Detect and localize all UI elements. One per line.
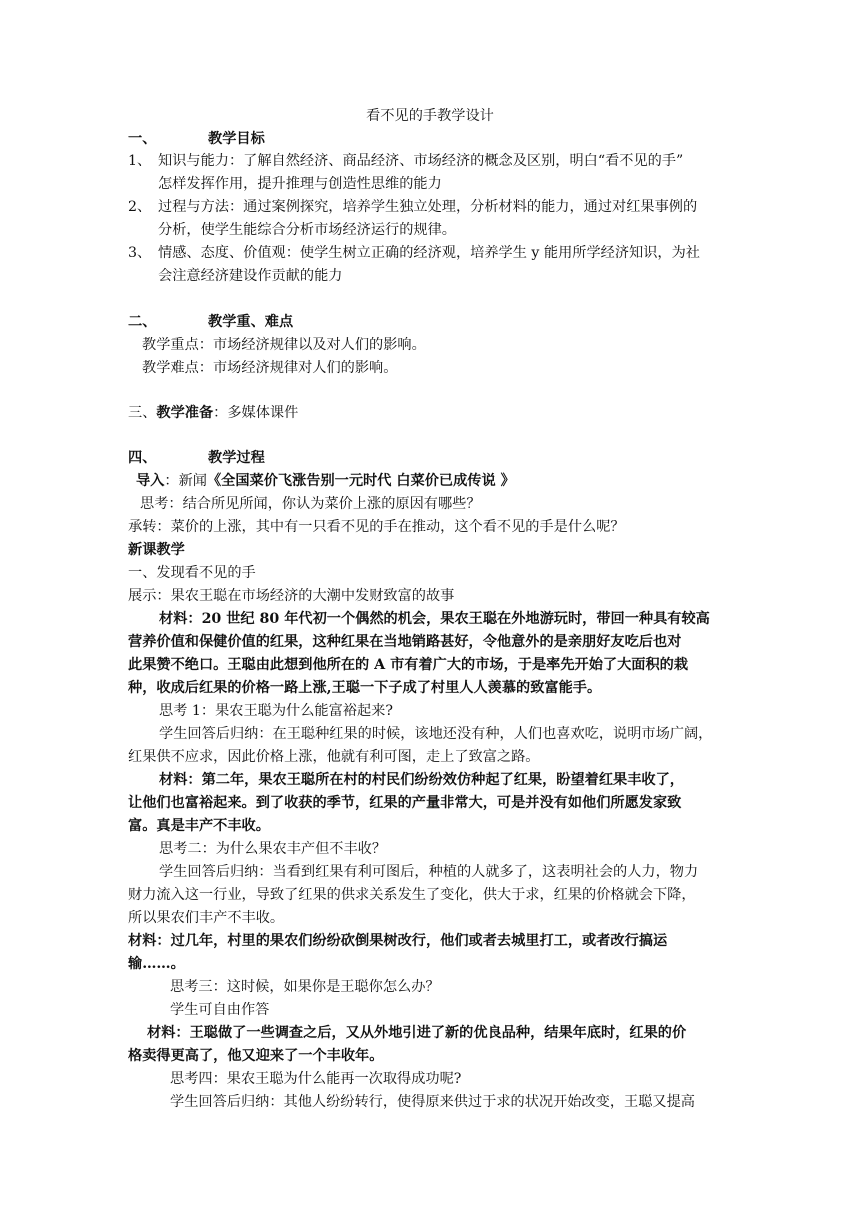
- subsection-1-heading: 一、发现看不见的手: [128, 565, 256, 581]
- section-1-title: 教学目标: [208, 131, 265, 147]
- section-2-heading: [128, 312, 293, 332]
- section-4-heading: [128, 448, 265, 468]
- material-1-line-2: 营养价值和保健价值的红果，这种红果在当地销路甚好，令他意外的是亲朋好友吃后也对: [128, 634, 682, 650]
- objective-2-line-1: [128, 197, 697, 217]
- transition-text: 承转：菜价的上涨，其中有一只看不见的手在推动，这个看不见的手是什么呢？: [128, 519, 625, 535]
- question-1: 思考 1：果农王聪为什么能富裕起来?: [159, 703, 393, 719]
- section-3-title: 教学准备: [156, 405, 214, 421]
- objective-3-number: 3、: [128, 245, 152, 261]
- material-3-line-2: 输……。: [128, 956, 185, 972]
- answer-2-line-1: 学生回答后归纳：当看到红果有利可图后，种植的人就多了，这表明社会的人力，物力: [159, 864, 699, 880]
- question-3: 思考三：这时候，如果你是王聪你怎么办？: [170, 979, 440, 995]
- intro-line: [136, 471, 515, 491]
- objective-1-line-2: 怎样发挥作用，提升推理与创造性思维的能力: [158, 176, 442, 192]
- answer-4-line-1: 学生回答后归纳：其他人纷纷转行，使得原来供过于求的状况开始改变，王聪又提高: [170, 1094, 695, 1110]
- section-3-content: ：多媒体课件: [213, 405, 299, 421]
- section-1-heading: [128, 129, 265, 149]
- section-4-title: 教学过程: [208, 450, 265, 466]
- objective-3-line-1: [128, 243, 700, 263]
- material-1-line-1: 材料：20 世纪 80 年代初一个偶然的机会，果农王聪在外地游玩时，带回一种具有较高: [159, 611, 710, 627]
- section-3-heading: [128, 403, 298, 423]
- objective-1-text-1: 知识与能力：了解自然经济、商品经济、市场经济的概念及区别，明白“看不见的手”: [158, 153, 684, 169]
- objective-2-line-2: 分析，使学生能综合分析市场经济运行的规律。: [158, 222, 456, 238]
- section-3-number: 三、: [128, 405, 157, 421]
- material-1-line-3: 此果赞不绝口。王聪由此想到他所在的 A 市有着广大的市场，于是率先开始了大面积的栽: [128, 657, 689, 673]
- material-2-line-2: 让他们也富裕起来。到了收获的季节，红果的产量非常大，可是并没有如他们所愿发家致: [128, 795, 682, 811]
- teaching-key-point: 教学重点：市场经济规律以及对人们的影响。: [142, 337, 426, 353]
- section-2-number: 二、: [128, 314, 157, 330]
- material-3-line-1: 材料：过几年，村里的果农们纷纷砍倒果树改行，他们或者去城里打工，或者改行搞运: [128, 933, 668, 949]
- objective-3-line-2: 会注意经济建设作贡献的能力: [158, 268, 343, 284]
- intro-news-title: 《全国菜价飞涨告别一元时代 白菜价已成传说 》: [206, 473, 515, 489]
- material-1-line-4: 种，收成后红果的价格一路上涨,王聪一下子成了村里人人羡慕的致富能手。: [128, 680, 602, 696]
- answer-1-line-2: 红果供不应求，因此价格上涨，他就有利可图，走上了致富之路。: [128, 749, 540, 765]
- objective-1-number: 1、: [128, 153, 152, 169]
- answer-1-line-1: 学生回答后归纳：在王聪种红果的时候，该地还没有种，人们也喜欢吃，说明市场广阔，: [159, 726, 713, 742]
- material-2-line-1: 材料：第二年，果农王聪所在村的村民们纷纷效仿种起了红果，盼望着红果丰收了，: [159, 772, 684, 788]
- objective-2-text-1: 过程与方法：通过案例探究，培养学生独立处理，分析材料的能力，通过对红果事例的: [158, 199, 698, 215]
- objective-3-text-1: 情感、态度、价值观：使学生树立正确的经济观，培养学生 y 能用所学经济知识，为社: [158, 245, 700, 261]
- answer-2-line-2: 财力流入这一行业，导致了红果的供求关系发生了变化，供大于求，红果的价格就会下降，: [128, 887, 696, 903]
- new-lesson-heading: 新课教学: [128, 542, 185, 558]
- objective-1-line-1: [128, 151, 683, 171]
- material-4-line-2: 格卖得更高了，他又迎来了一个丰收年。: [128, 1048, 384, 1064]
- question-4: 思考四：果农王聪为什么能再一次取得成功呢?: [170, 1071, 462, 1087]
- objective-2-number: 2、: [128, 199, 152, 215]
- document-title: 看不见的手教学设计: [366, 108, 494, 124]
- section-2-title: 教学重、难点: [208, 314, 294, 330]
- intro-label: 导入: [136, 473, 165, 489]
- material-2-line-3: 富。真是丰产不丰收。: [128, 818, 270, 834]
- intro-question: 思考：结合所见所闻，你认为菜价上涨的原因有哪些？: [140, 496, 481, 512]
- intro-prefix: ：新闻: [164, 473, 207, 489]
- question-2: 思考二：为什么果农丰产但不丰收？: [159, 841, 387, 857]
- section-4-number: 四、: [128, 450, 157, 466]
- answer-3: 学生可自由作答: [170, 1002, 270, 1018]
- teaching-difficulty: 教学难点：市场经济规律对人们的影响。: [142, 360, 398, 376]
- section-1-number: 一、: [128, 131, 157, 147]
- show-story-text: 展示：果农王聪在市场经济的大潮中发财致富的故事: [128, 588, 455, 604]
- answer-2-line-3: 所以果农们丰产不丰收。: [128, 910, 285, 926]
- material-4-line-1: 材料：王聪做了一些调查之后，又从外地引进了新的优良品种，结果年底时，红果的价: [147, 1025, 687, 1041]
